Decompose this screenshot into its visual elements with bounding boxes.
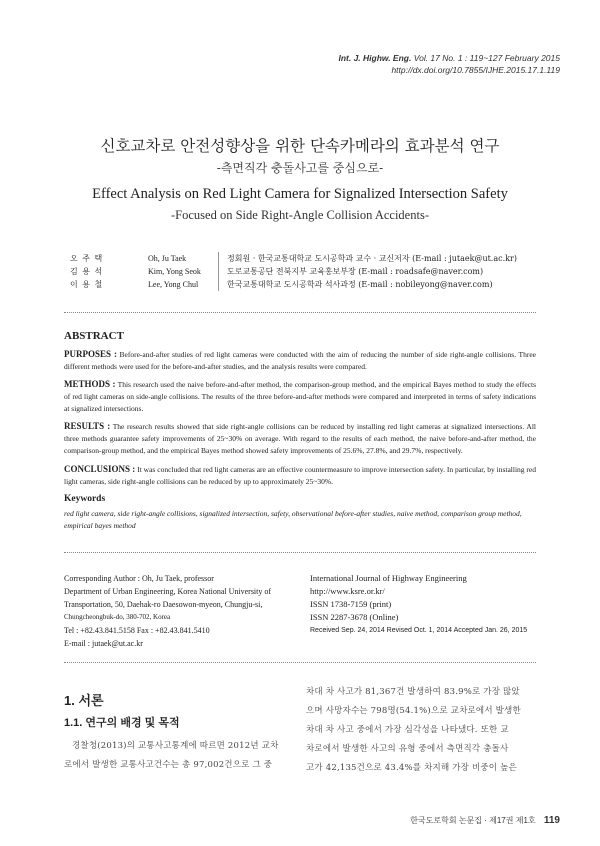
corr-line: Tel : +82.43.841.5158 Fax : +82.43.841.5410 <box>64 626 210 635</box>
subsection-heading: 1.1. 연구의 배경 및 목적 <box>64 717 180 729</box>
journal-name: International Journal of Highway Engineering <box>310 573 467 583</box>
journal-url[interactable]: http://www.ksre.or.kr/ <box>310 586 385 596</box>
corr-email: E-mail : jutaek@ut.ac.kr <box>64 639 143 648</box>
title-english: Effect Analysis on Red Light Camera for Signalized Intersection Safety <box>92 186 508 202</box>
issn-online: ISSN 2287-3678 (Online) <box>310 612 399 622</box>
author-affiliation: 한국교통대학교 도시공학과 석사과정 (E-mail : nobileyong@naver.com) <box>218 278 493 291</box>
corr-line: Chungcheongbuk-do, 380-702, Korea <box>64 613 171 621</box>
subtitle-korean: -측면직각 충돌사고를 중심으로- <box>216 161 384 175</box>
section-heading: 1. 서론 <box>64 693 104 708</box>
body-line: 로에서 발생한 교통사고건수는 총 97,002건으로 그 중 <box>64 760 273 770</box>
methods-label: METHODS : <box>64 379 116 389</box>
subtitle-english: -Focused on Side Right-Angle Collision Accidents- <box>171 208 429 222</box>
conclusions-text: It was concluded that red light cameras are an effective countermeasure to improve intersection safety. In particular, by installing red light cameras, side right-angle collisions can be reduced by up to approximately 25~30%. <box>64 465 537 486</box>
author-row <box>70 278 517 291</box>
body-line: 고가 42,135건으로 43.4%를 차지해 가장 비중이 높은 <box>306 763 517 773</box>
results-label: RESULTS : <box>64 421 111 431</box>
journal-header <box>338 52 560 76</box>
conclusions-label: CONCLUSIONS : <box>64 464 136 474</box>
abstract-results <box>64 420 536 457</box>
body-line: 경찰청(2013)의 교통사고통계에 따르면 2012년 교차 <box>72 741 279 751</box>
body-line: 으며 사망자수는 798명(54.1%)으로 교차로에서 발생한 <box>306 706 521 716</box>
body-column-left <box>64 737 296 775</box>
page-number: 119 <box>543 815 560 826</box>
keywords-text: red light camera, side right-angle collisions, signalized intersection, safety, observational before-after studies, naive method, comparison group method, empirical bayes method <box>64 509 522 530</box>
author-row <box>70 252 517 265</box>
divider <box>64 552 536 553</box>
body-line: 차대 차 사고가 81,367건 발생하여 83.9%로 가장 많았 <box>306 687 520 697</box>
page-footer <box>410 815 560 826</box>
results-text: The research results showed that side right-angle collisions can be reduced by installing red light cameras at signalized intersections. All three methods guarantee safety improvements of 25~30% on average. With regard to the results of each method, the naive before-and-after method, the comparison-group method, and the empirical Bayes method showed safety improvements of 25.6%, 27.8%, and 29.7%, respectively. <box>64 422 536 455</box>
footer-journal: 한국도로학회 논문집 · 제17권 제1호 <box>410 816 536 825</box>
abstract-purposes <box>64 348 536 373</box>
author-affiliation: 도로교통공단 전북지부 교육홍보부장 (E-mail : roadsafe@naver.com) <box>218 265 483 278</box>
author-affiliation: 정회원 · 한국교통대학교 도시공학과 교수 · 교신저자 (E-mail : jutaek@ut.ac.kr) <box>218 252 517 265</box>
title-korean: 신호교차로 안전성향상을 위한 단속카메라의 효과분석 연구 <box>100 137 500 155</box>
author-name-korean: 오 주 택 <box>70 254 104 263</box>
body-column-right <box>306 683 538 778</box>
divider <box>64 312 536 313</box>
author-list <box>70 252 517 291</box>
body-line: 차로에서 발생한 사고의 유형 중에서 측면직각 충돌사 <box>306 744 509 754</box>
purposes-label: PURPOSES : <box>64 349 117 359</box>
keywords-heading: Keywords <box>64 494 106 504</box>
journal-info <box>310 572 540 637</box>
journal-abbrev: Int. J. Highw. Eng. <box>338 53 412 63</box>
body-line: 차대 차 사고 중에서 가장 심각성을 나타냈다. 또한 교 <box>306 725 509 735</box>
corresponding-author <box>64 572 294 650</box>
journal-volume: Vol. 17 No. 1 : 119~127 February 2015 <box>413 53 560 63</box>
corr-line: Department of Urban Engineering, Korea National University of <box>64 587 272 596</box>
divider <box>64 662 536 663</box>
author-name-korean: 이 용 철 <box>70 280 104 289</box>
author-row <box>70 265 517 278</box>
methods-text: This research used the naive before-and-after method, the comparison-group method, and the empirical Bayes method to study the effects of red light cameras on side-angle collisions. The results of the three before-and-after methods were compared and interpreted in terms of safety indications at signalized intersections. <box>64 380 536 413</box>
author-name-english: Lee, Yong Chul <box>148 280 199 289</box>
corr-line: Corresponding Author : Oh, Ju Taek, professor <box>64 574 214 583</box>
abstract-conclusions <box>64 463 536 488</box>
author-name-english: Kim, Yong Seok <box>148 267 201 276</box>
corr-line: Transportation, 50, Daehak-ro Daesowon-myeon, Chungju-si, <box>64 600 263 609</box>
abstract-methods <box>64 378 536 415</box>
author-name-korean: 김 용 석 <box>70 267 104 276</box>
purposes-text: Before-and-after studies of red light cameras were conducted with the aim of reducing the number of side right-angle collisions. Three different methods were used for the before-and-after studies, and the analysis results were compared. <box>64 350 536 371</box>
doi-link[interactable]: http://dx.doi.org/10.7855/IJHE.2015.17.1.119 <box>391 65 560 75</box>
author-name-english: Oh, Ju Taek <box>148 254 187 263</box>
abstract-heading: ABSTRACT <box>64 330 124 342</box>
issn-print: ISSN 1738-7159 (print) <box>310 599 392 609</box>
article-dates: Received Sep. 24, 2014 Revised Oct. 1, 2014 Accepted Jan. 26, 2015 <box>310 627 528 634</box>
